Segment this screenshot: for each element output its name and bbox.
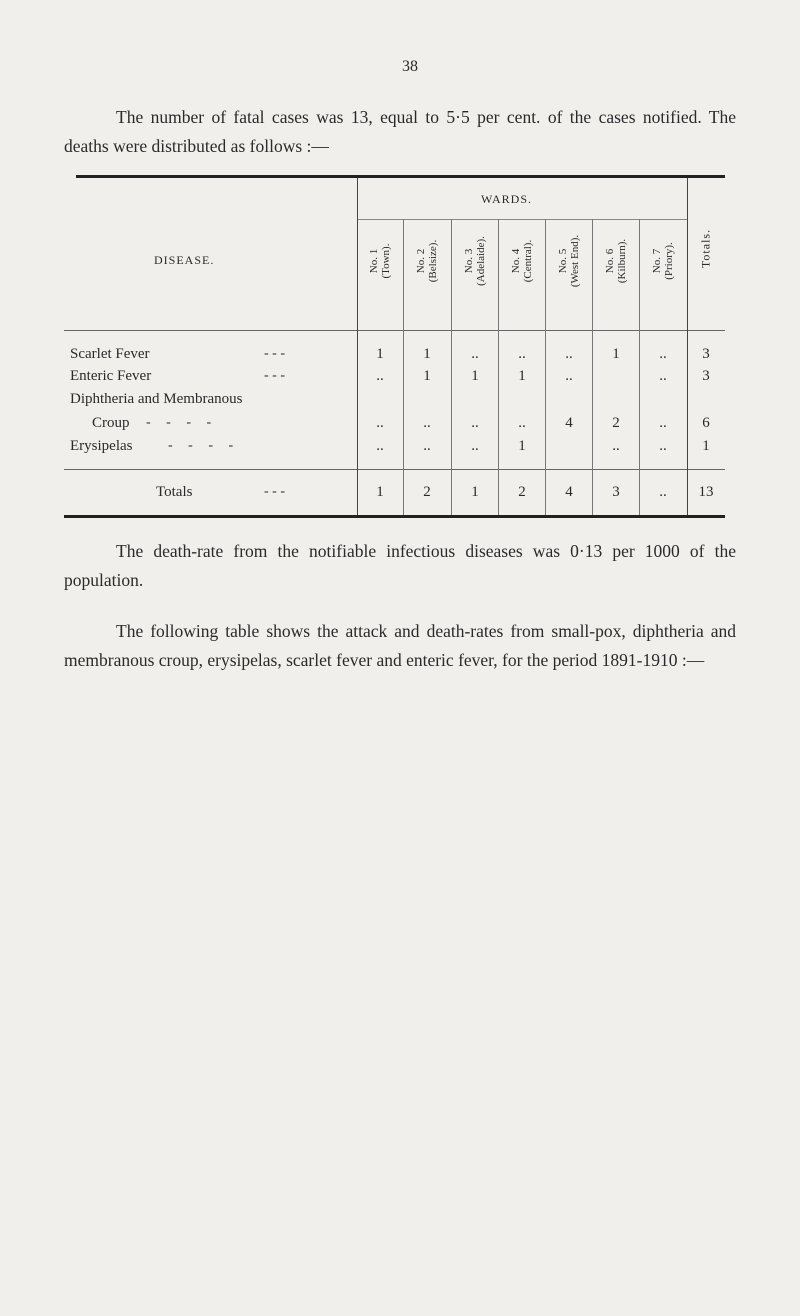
col-divider [451,219,452,515]
ward-header-2: No. 2 (Belsize). [415,239,439,283]
row-label-croup: Croup [92,415,130,431]
col-divider [498,219,499,515]
totals-cell: 2 [518,484,526,500]
table-cell: 1 [423,368,431,384]
table-cell: 1 [376,346,384,362]
table-cell: 1 [471,368,479,384]
table-cell: .. [659,438,667,454]
totals-cell: .. [659,484,667,500]
totals-header: Totals. [698,228,713,269]
table-cell: .. [659,368,667,384]
table-top-rule [76,175,725,178]
deaths-by-ward-table [64,175,725,520]
row-dashes: - - - - [146,415,218,430]
col-divider [403,219,404,515]
table-cell: .. [565,368,573,384]
col-divider [545,219,546,515]
table-cell: .. [471,346,479,362]
table-cell: .. [612,438,620,454]
table-cell: .. [376,415,384,431]
table-cell: .. [659,415,667,431]
totals-rule [64,469,725,470]
totals-cell: 3 [612,484,620,500]
ward-header-1: No. 1 (Town). [368,243,392,279]
totals-cell: 4 [565,484,573,500]
row-total: 1 [702,438,710,454]
grand-total: 13 [698,484,714,500]
table-cell: 1 [518,438,526,454]
row-label-scarlet-fever: Scarlet Fever [70,346,150,362]
row-dashes: - - - [264,346,285,361]
page-number: 38 [402,58,418,75]
table-cell: .. [376,368,384,384]
table-cell: .. [518,346,526,362]
intro-paragraph: The number of fatal cases was 13, equal to 5·5 per cent. of the cases notified. The deaths were distributed as follows :— [64,107,736,156]
table-cell: 1 [612,346,620,362]
table-cell: 2 [612,415,620,431]
table-cell: 1 [423,346,431,362]
following-paragraph: The following table shows the attack and death-rates from small-pox, diphtheria and membranous croup, erysipelas, scarlet fever and enteric fever, for the period 1891-1910 :— [64,621,736,670]
table-cell: .. [376,438,384,454]
ward-header-4: No. 4 (Central). [510,239,534,283]
row-label-erysipelas: Erysipelas [70,438,133,454]
table-cell: .. [471,438,479,454]
ward-header-5: No. 5 (West End). [557,234,581,288]
row-label-enteric-fever: Enteric Fever [70,368,152,384]
table-cell: .. [471,415,479,431]
table-cell: 4 [565,415,573,431]
row-dashes: - - - [264,484,285,499]
col-divider [592,219,593,515]
table-bottom-rule [64,515,725,518]
totals-cell: 2 [423,484,431,500]
ward-header-3: No. 3 (Adelaide). [463,236,487,286]
totals-cell: 1 [376,484,384,500]
ward-header-6: No. 6 (Kilburn). [604,238,628,284]
table-cell: 1 [518,368,526,384]
deathrate-paragraph: The death-rate from the notifiable infectious diseases was 0·13 per 1000 of the population. [64,541,736,590]
header-rule [64,330,725,331]
disease-header: DISEASE. [154,253,215,267]
totals-row-label: Totals [156,484,193,500]
table-cell: .. [518,415,526,431]
row-dashes: - - - [264,368,285,383]
table-cell: .. [659,346,667,362]
row-total: 6 [702,415,710,431]
col-divider [639,219,640,515]
row-total: 3 [702,346,710,362]
table-cell: .. [423,415,431,431]
row-total: 3 [702,368,710,384]
row-label-diphtheria: Diphtheria and Membranous [70,391,243,407]
table-cell: .. [423,438,431,454]
table-cell: .. [565,346,573,362]
ward-header-7: No. 7 (Priory). [651,242,675,280]
totals-cell: 1 [471,484,479,500]
wards-header: WARDS. [481,192,533,206]
row-dashes: - - - - [168,438,240,453]
